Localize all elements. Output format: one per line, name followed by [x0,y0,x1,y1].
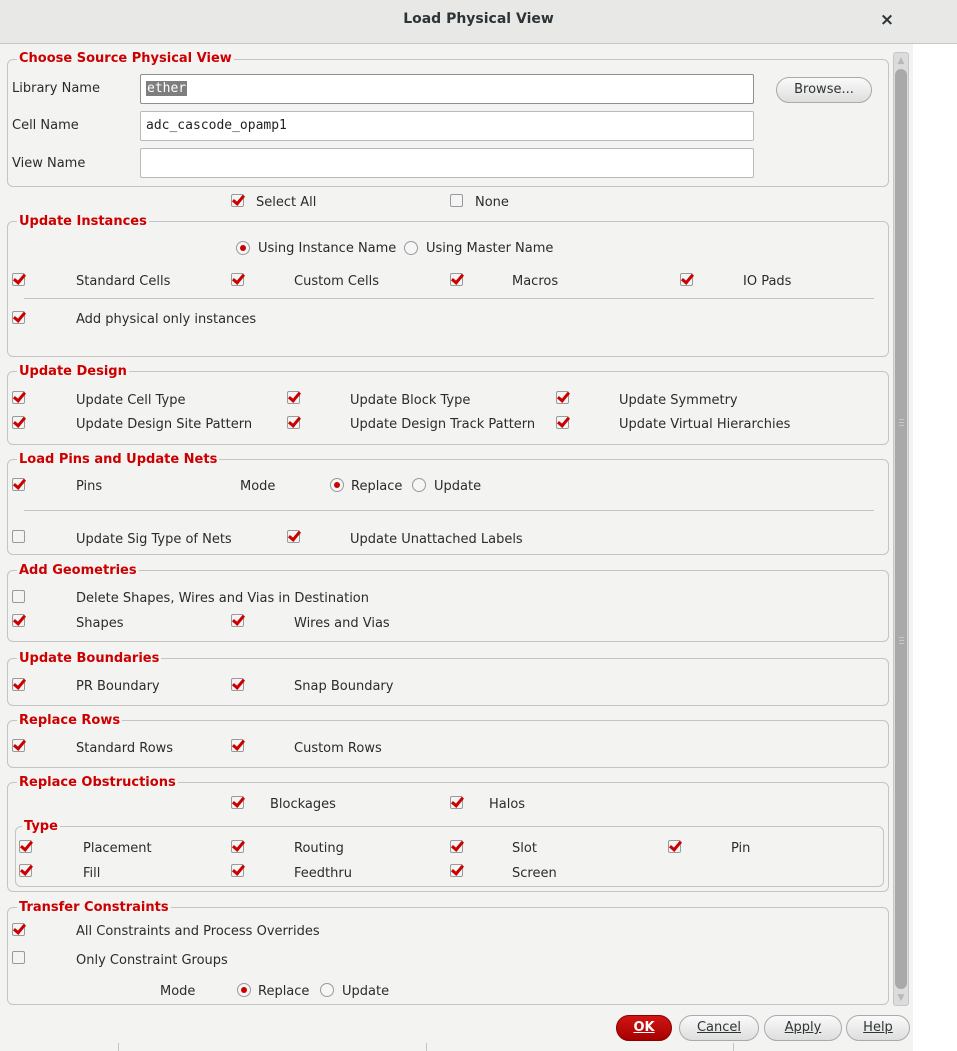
update-track-pattern-label: Update Design Track Pattern [350,417,536,432]
unattached-labels-label: Update Unattached Labels [350,532,523,547]
using-master-name-radio[interactable] [404,241,418,255]
standard-rows-checkbox[interactable] [12,739,25,752]
status-divider [118,1043,119,1051]
pin-checkbox[interactable] [668,840,681,853]
pins-replace-label: Replace [351,479,403,494]
fill-label: Fill [83,866,101,881]
source-legend: Choose Source Physical View [19,51,232,66]
apply-label: Apply [784,1020,822,1035]
constraints-replace-label: Replace [258,984,310,999]
custom-cells-label: Custom Cells [294,274,380,289]
constraints-update-radio[interactable] [320,983,334,997]
select-all-label: Select All [256,195,317,210]
pins-nets-legend: Load Pins and Update Nets [19,452,218,467]
constraints-update-label: Update [342,984,390,999]
ok-button[interactable] [616,1015,672,1041]
all-constraints-checkbox[interactable] [12,923,25,936]
blockages-label: Blockages [270,797,336,812]
title-bar [0,0,957,44]
grip-icon [899,637,904,644]
constraint-groups-label: Only Constraint Groups [76,953,228,968]
standard-cells-label: Standard Cells [76,274,171,289]
ok-label: OK [633,1020,655,1035]
help-button[interactable] [846,1015,910,1041]
library-input[interactable] [140,74,754,104]
scroll-down-icon[interactable]: ▼ [897,993,905,1003]
update-virtual-hierarchies-label: Update Virtual Hierarchies [619,417,791,432]
view-label: View Name [12,156,86,171]
update-cell-type-checkbox[interactable] [12,391,25,404]
status-divider [733,1043,734,1051]
update-site-pattern-label: Update Design Site Pattern [76,417,253,432]
custom-rows-checkbox[interactable] [231,739,244,752]
delete-shapes-label: Delete Shapes, Wires and Vias in Destination [76,591,369,606]
halos-checkbox[interactable] [450,796,463,809]
feedthru-checkbox[interactable] [231,864,244,877]
pin-label: Pin [731,841,751,856]
obstructions-legend: Replace Obstructions [19,775,176,790]
blockages-checkbox[interactable] [231,796,244,809]
update-cell-type-label: Update Cell Type [76,393,186,408]
physical-only-checkbox[interactable] [12,311,25,324]
pr-boundary-label: PR Boundary [76,679,160,694]
wires-vias-label: Wires and Vias [294,616,390,631]
io-pads-checkbox[interactable] [680,273,693,286]
update-block-type-checkbox[interactable] [287,391,300,404]
cell-label: Cell Name [12,118,79,133]
library-label: Library Name [12,81,100,96]
slot-checkbox[interactable] [450,840,463,853]
all-constraints-label: All Constraints and Process Overrides [76,924,320,939]
cancel-label: Cancel [696,1020,742,1035]
status-divider [426,1043,427,1051]
library-value: ether [147,81,187,96]
update-block-type-label: Update Block Type [350,393,471,408]
sig-type-label: Update Sig Type of Nets [76,532,232,547]
pr-boundary-checkbox[interactable] [12,678,25,691]
unattached-labels-checkbox[interactable] [287,530,300,543]
update-symmetry-checkbox[interactable] [556,391,569,404]
constraints-replace-radio[interactable] [237,983,251,997]
using-instance-name-radio[interactable] [236,241,250,255]
geometries-legend: Add Geometries [19,563,137,578]
feedthru-label: Feedthru [294,866,352,881]
shapes-label: Shapes [76,616,124,631]
update-virtual-hierarchies-checkbox[interactable] [556,416,569,429]
vertical-scrollbar[interactable] [893,52,909,1006]
rows-legend: Replace Rows [19,713,121,728]
view-input[interactable] [140,148,754,178]
constraints-legend: Transfer Constraints [19,900,169,915]
separator [24,298,874,299]
update-site-pattern-checkbox[interactable] [12,416,25,429]
placement-checkbox[interactable] [19,840,32,853]
using-instance-name-label: Using Instance Name [258,241,397,256]
custom-rows-label: Custom Rows [294,741,382,756]
cancel-button[interactable] [679,1015,759,1041]
update-track-pattern-checkbox[interactable] [287,416,300,429]
pins-update-radio[interactable] [412,478,426,492]
delete-shapes-checkbox[interactable] [12,590,25,603]
help-label: Help [863,1020,893,1035]
wires-vias-checkbox[interactable] [231,614,244,627]
separator [24,510,874,511]
constraints-mode-label: Mode [160,984,196,999]
pins-mode-label: Mode [240,479,276,494]
io-pads-label: IO Pads [743,274,792,289]
physical-only-label: Add physical only instances [76,312,257,327]
standard-rows-label: Standard Rows [76,741,174,756]
screen-label: Screen [512,866,557,881]
sig-type-checkbox[interactable] [12,530,25,543]
apply-button[interactable] [764,1015,842,1041]
snap-boundary-label: Snap Boundary [294,679,394,694]
slot-label: Slot [512,841,537,856]
constraint-groups-checkbox[interactable] [12,951,25,964]
update-instances-legend: Update Instances [19,214,147,229]
update-symmetry-label: Update Symmetry [619,393,738,408]
none-checkbox[interactable] [450,194,463,207]
standard-cells-checkbox[interactable] [12,273,25,286]
browse-button[interactable]: Browse... [776,77,872,103]
type-legend: Type [24,819,58,834]
scrollbar-thumb[interactable] [895,69,907,989]
update-design-legend: Update Design [19,364,127,379]
pins-replace-radio[interactable] [330,478,344,492]
pins-update-label: Update [434,479,482,494]
fill-checkbox[interactable] [19,864,32,877]
pins-checkbox[interactable] [12,478,25,491]
boundaries-legend: Update Boundaries [19,651,160,666]
screen-checkbox[interactable] [450,864,463,877]
window-title: Load Physical View [403,11,554,27]
using-master-name-label: Using Master Name [426,241,554,256]
shapes-checkbox[interactable] [12,614,25,627]
none-label: None [475,195,509,210]
cell-input[interactable]: adc_cascode_opamp1 [140,111,754,141]
placement-label: Placement [83,841,152,856]
grip-icon [899,419,904,426]
scroll-up-icon[interactable]: ▲ [897,56,905,66]
custom-cells-checkbox[interactable] [231,273,244,286]
macros-checkbox[interactable] [450,273,463,286]
snap-boundary-checkbox[interactable] [231,678,244,691]
select-all-checkbox[interactable] [231,194,244,207]
macros-label: Macros [512,274,559,289]
close-icon[interactable]: × [879,10,895,30]
pins-label: Pins [76,479,103,494]
routing-label: Routing [294,841,344,856]
halos-label: Halos [489,797,526,812]
routing-checkbox[interactable] [231,840,244,853]
